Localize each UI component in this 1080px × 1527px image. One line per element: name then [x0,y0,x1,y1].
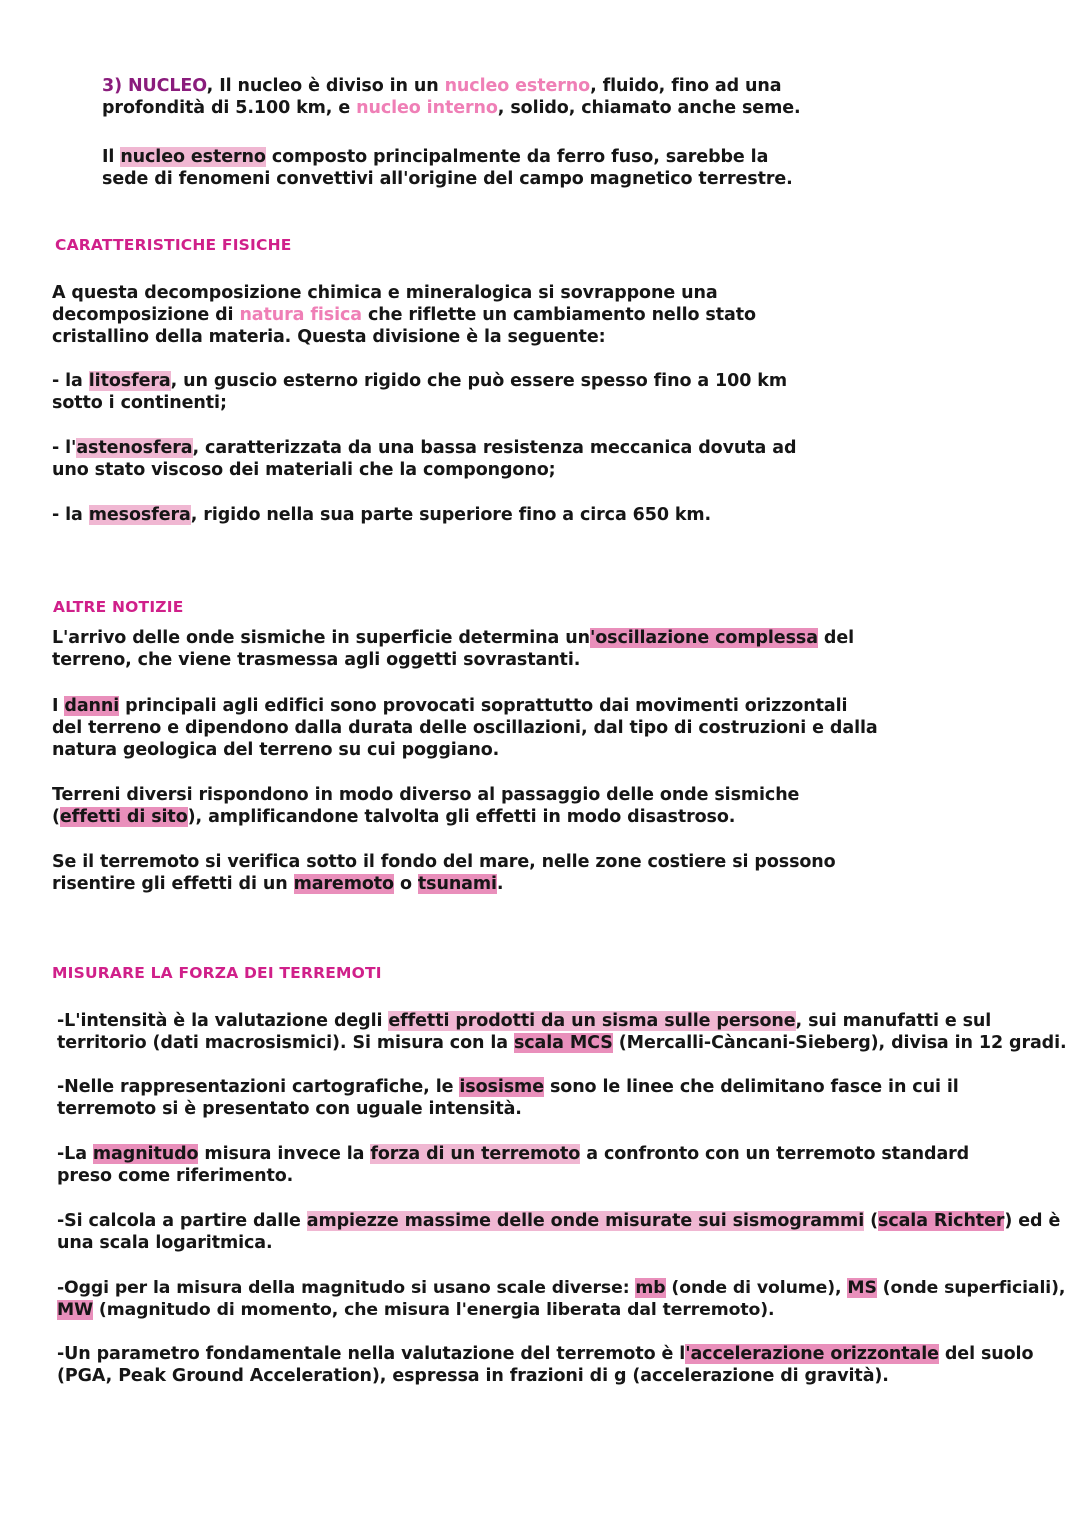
highlight-forza-terremoto: forza di un terremoto [370,1144,581,1164]
highlight-tsunami: tsunami [417,874,497,894]
highlight-effetti-di-sito: effetti di sito [59,807,188,827]
heading-caratteristiche-fisiche: CARATTERISTICHE FISICHE [55,236,292,254]
highlight-mw: MW [57,1300,93,1320]
altre-paragraph-1: L'arrivo delle onde sismiche in superficie determina un'oscillazione complessa del terreno, che viene trasmessa agli oggetti sovrastanti. [52,628,855,670]
misurare-isosisme: -Nelle rappresentazioni cartografiche, le isosisme sono le linee che delimitano fasce in cui il terremoto si è presentato con uguale intensità. [57,1077,959,1119]
highlight-danni: danni [64,696,120,716]
misurare-richter: -Si calcola a partire dalle ampiezze massime delle onde misurate sui sismogrammi (scala Richter) ed è una scala logaritmica. [57,1211,1061,1253]
misurare-pga: -Un parametro fondamentale nella valutazione del terremoto è l'accelerazione orizzontale del suolo (PGA, Peak Ground Acceleration), espressa in frazioni di g (accelerazione di gravità). [57,1344,1034,1386]
highlight-ampiezze-massime: ampiezze massime delle onde misurate sui sismogrammi [306,1211,865,1231]
heading-misurare-forza-terremoti: MISURARE LA FORZA DEI TERREMOTI [52,964,382,982]
highlight-effetti-prodotti: effetti prodotti da un sisma sulle persone [388,1011,796,1031]
highlight-mesosfera: mesosfera [88,505,191,525]
term-natura-fisica: natura fisica [239,305,362,325]
highlight-scala-richter: scala Richter [878,1211,1005,1231]
highlight-isosisme: isosisme [459,1077,544,1097]
highlight-mb: mb [635,1278,666,1298]
heading-altre-notizie: ALTRE NOTIZIE [53,598,184,616]
highlight-magnitudo: magnitudo [92,1144,199,1164]
term-nucleo-esterno: nucleo esterno [444,76,591,96]
altre-paragraph-3: Terreni diversi rispondono in modo diverso al passaggio delle onde sismiche (effetti di sito), amplificandone talvolta gli effetti in modo disastroso. [52,785,800,827]
highlight-astenosfera: astenosfera [76,438,193,458]
altre-paragraph-2: I danni principali agli edifici sono provocati soprattutto dai movimenti orizzontali del terreno e dipendono dalla durata delle oscillazioni, dal tipo di costruzioni e dalla natura geologica del terreno su cui poggiano. [52,696,878,760]
highlight-litosfera: litosfera [88,371,171,391]
highlight-oscillazione-complessa: 'oscillazione complessa [589,628,818,648]
misurare-magnitudo: -La magnitudo misura invece la forza di un terremoto a confronto con un terremoto standard preso come riferimento. [57,1144,970,1186]
nucleo-label: 3) NUCLEO [102,76,207,96]
item-litosfera: - la litosfera, un guscio esterno rigido che può essere spesso fino a 100 km sotto i continenti; [52,371,787,413]
altre-paragraph-4: Se il terremoto si verifica sotto il fondo del mare, nelle zone costiere si possono risentire gli effetti di un maremoto o tsunami. [52,852,836,894]
item-astenosfera: - l'astenosfera, caratterizzata da una bassa resistenza meccanica dovuta ad uno stato viscoso dei materiali che la compongono; [52,438,797,480]
misurare-scale-diverse: -Oggi per la misura della magnitudo si usano scale diverse: mb (onde di volume), MS (onde superficiali), MW (magnitudo di momento, che misura l'energia liberata dal terremoto). [57,1278,1066,1320]
caratteristiche-intro: A questa decomposizione chimica e mineralogica si sovrappone una decomposizione di natura fisica che riflette un cambiamento nello stato cristallino della materia. Questa divisione è la seguente: [52,283,756,347]
highlight-nucleo-esterno: nucleo esterno [120,147,266,167]
highlight-scala-mcs: scala MCS [513,1033,613,1053]
nucleo-paragraph: 3) NUCLEO, Il nucleo è diviso in un nucleo esterno, fluido, fino ad una profondità di 5.100 km, e nucleo interno, solido, chiamato anche seme. [102,76,801,118]
term-nucleo-interno: nucleo interno [356,98,498,118]
item-mesosfera: - la mesosfera, rigido nella sua parte superiore fino a circa 650 km. [52,505,712,525]
misurare-intensita: -L'intensità è la valutazione degli effetti prodotti da un sisma sulle persone, sui manufatti e sul territorio (dati macrosismici). Si misura con la scala MCS (Mercalli-Càncani-Sieberg), divisa in 12 gradi. [57,1011,1067,1053]
highlight-maremoto: maremoto [293,874,394,894]
highlight-accelerazione-orizzontale: 'accelerazione orizzontale [685,1344,939,1364]
highlight-ms: MS [847,1278,877,1298]
nucleo-esterno-paragraph: Il nucleo esterno composto principalmente da ferro fuso, sarebbe la sede di fenomeni convettivi all'origine del campo magnetico terrestre. [102,147,793,189]
